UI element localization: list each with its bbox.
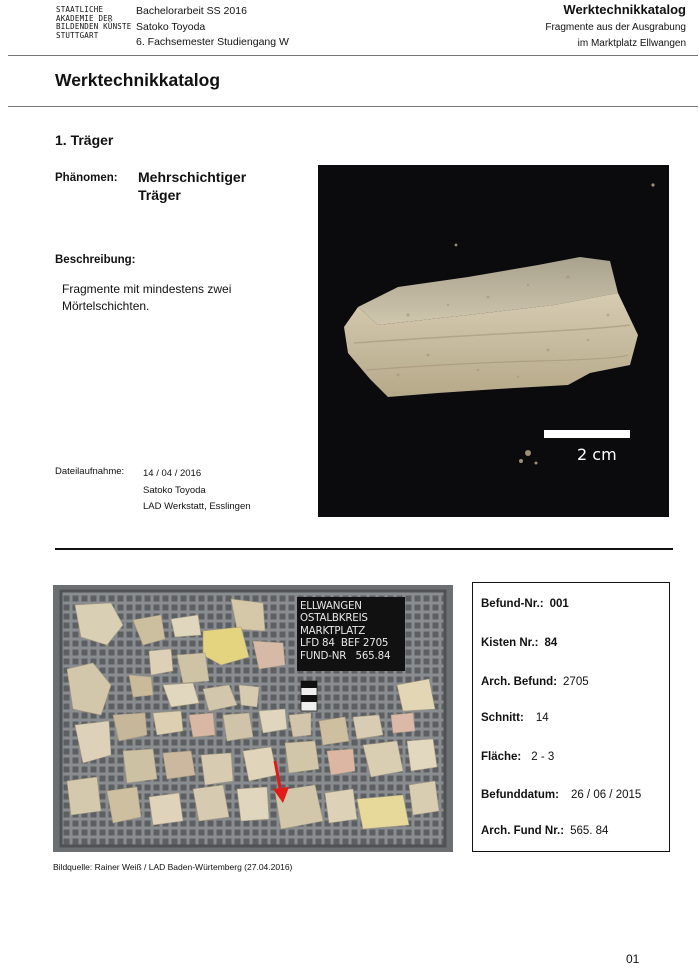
- title-rule: [8, 106, 698, 107]
- author-name: Satoko Toyoda: [136, 20, 206, 33]
- header-subtitle-2: im Marktplatz Ellwangen: [577, 37, 686, 49]
- file-record-date: 14 / 04 / 2016: [143, 468, 202, 479]
- phenomenon-label: Phänomen:: [55, 172, 118, 184]
- info-row-schnitt: Schnitt: 14: [481, 712, 549, 724]
- crate-photo: [53, 585, 453, 852]
- header-subtitle-1: Fragmente aus der Ausgrabung: [545, 22, 686, 33]
- find-info-box: [472, 582, 670, 852]
- section-divider: [55, 548, 673, 550]
- file-record-values: [143, 466, 251, 516]
- fragment-photo: [318, 165, 669, 517]
- page-title: Werktechnikkatalog: [55, 70, 221, 90]
- image-caption: Bildquelle: Rainer Weiß / LAD Baden-Würtemberg (27.04.2016): [53, 862, 293, 872]
- institution-logo: STAATLICHE AKADEMIE DER BILDENDEN KÜNSTE STUTTGART: [56, 5, 132, 40]
- scale-label: 2 cm: [577, 445, 617, 464]
- description-label: Beschreibung:: [55, 254, 136, 266]
- file-record-person: Satoko Toyoda: [143, 484, 206, 496]
- header-left-info: [136, 4, 289, 51]
- phenomenon-value: Mehrschichtiger Träger: [138, 169, 247, 203]
- page-number: 01: [626, 952, 640, 966]
- info-row-flaeche: Fläche: 2 - 3: [481, 751, 555, 763]
- description-text: Fragmente mit mindestens zwei Mörtelschichten.: [62, 282, 232, 313]
- info-row-kisten-nr: Kisten Nr.: 84: [481, 637, 558, 649]
- info-row-arch-befund: Arch. Befund: 2705: [481, 676, 589, 688]
- file-record-label: Dateilaufnahme:: [55, 466, 125, 477]
- find-label-tag: ELLWANGEN OSTALBKREIS MARKTPLATZ LFD 84 BEF 2705 FUND-NR 565.84: [297, 597, 405, 671]
- thesis-semester: Bachelorarbeit SS 2016: [136, 5, 247, 17]
- course-info: 6. Fachsemester Studiengang W: [136, 36, 289, 48]
- mortar-fragment-image: [318, 165, 669, 517]
- info-row-befund-nr: Befund-Nr.: 001: [481, 598, 569, 610]
- info-row-arch-fund-nr: Arch. Fund Nr.: 565. 84: [481, 825, 609, 837]
- header-right-info: [545, 2, 686, 51]
- header-rule: [8, 55, 698, 56]
- scale-bar: [544, 430, 630, 438]
- header-title: Werktechnikkatalog: [563, 2, 686, 17]
- file-record-place: LAD Werkstatt, Esslingen: [143, 501, 251, 512]
- section-title: 1. Träger: [55, 132, 114, 148]
- info-row-befunddatum: Befunddatum: 26 / 06 / 2015: [481, 789, 642, 801]
